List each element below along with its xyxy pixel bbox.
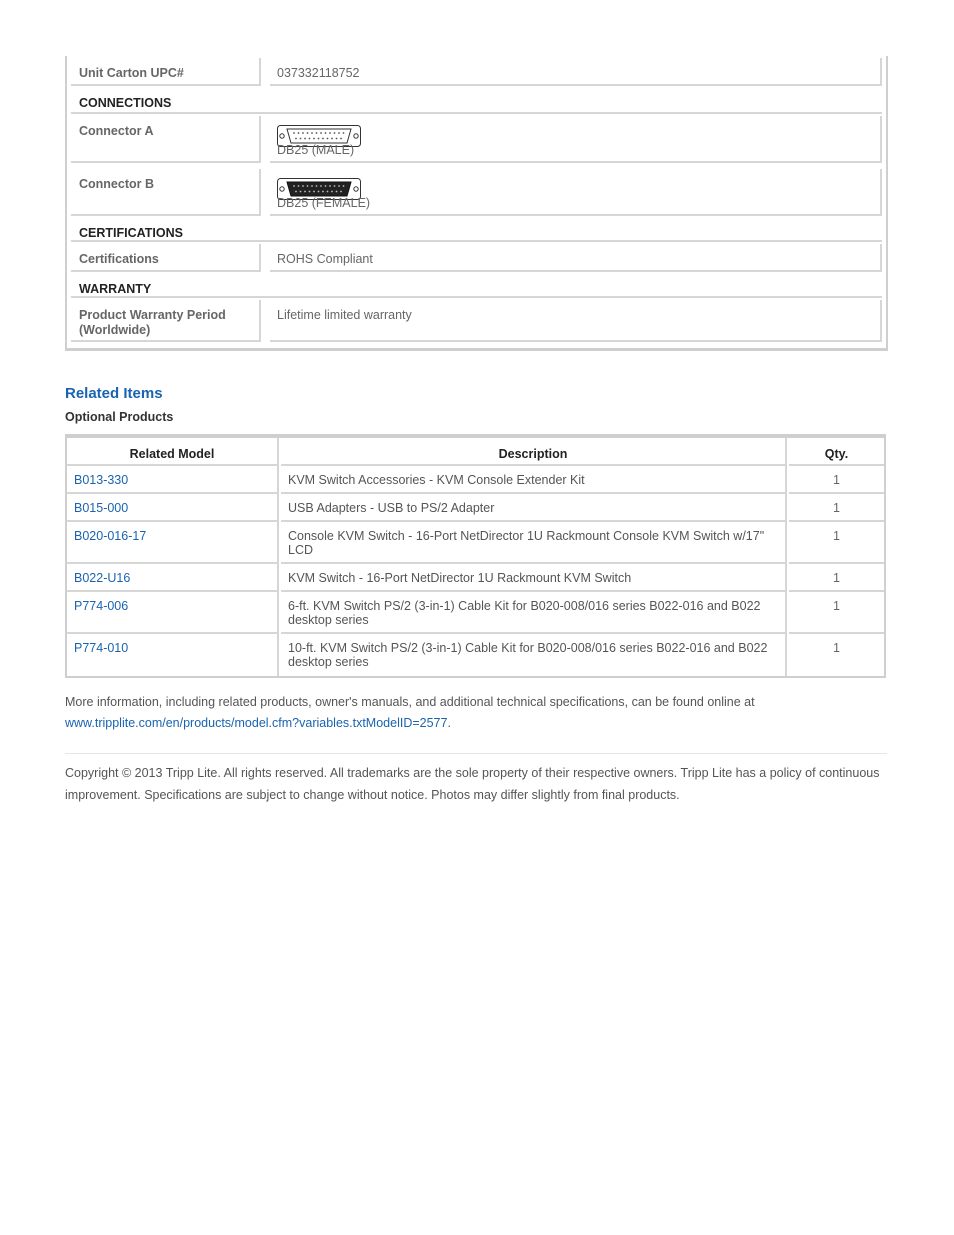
spec-label: Certifications xyxy=(71,244,261,272)
spec-row-warranty xyxy=(71,298,882,344)
spec-value: 037332118752 xyxy=(270,58,882,86)
spec-label: Product Warranty Period (Worldwide) xyxy=(71,300,261,342)
table-row xyxy=(67,634,884,676)
header-description: Description xyxy=(281,438,787,466)
spec-row-connector-b xyxy=(71,167,882,218)
connector-a-type: DB25 (MALE) xyxy=(277,143,355,157)
qty-cell: 1 xyxy=(789,494,884,522)
qty-cell: 1 xyxy=(789,522,884,564)
header-qty: Qty. xyxy=(789,438,884,466)
table-row xyxy=(67,522,884,564)
section-header-warranty xyxy=(71,274,882,298)
model-link[interactable]: P774-010 xyxy=(67,634,279,676)
table-header-row xyxy=(67,438,884,466)
more-information xyxy=(65,692,895,734)
table-row xyxy=(67,494,884,522)
specifications-table xyxy=(65,56,888,351)
spec-value: ROHS Compliant xyxy=(270,244,882,272)
spec-value: Lifetime limited warranty xyxy=(270,300,882,342)
description-cell: 6-ft. KVM Switch PS/2 (3-in-1) Cable Kit for B020-008/016 series B022-016 and B022 desktop series xyxy=(281,592,787,634)
section-title: WARRANTY xyxy=(71,274,882,298)
description-cell: 10-ft. KVM Switch PS/2 (3-in-1) Cable Kit for B020-008/016 series B022-016 and B022 desktop series xyxy=(281,634,787,676)
description-cell: Console KVM Switch - 16-Port NetDirector 1U Rackmount Console KVM Switch w/17" LCD xyxy=(281,522,787,564)
related-products-table xyxy=(65,434,886,678)
qty-cell: 1 xyxy=(833,641,840,655)
product-page-link[interactable]: www.tripplite.com/en/products/model.cfm?variables.txtModelID=2577 xyxy=(65,716,448,730)
qty-cell: 1 xyxy=(789,466,884,494)
spec-value xyxy=(270,116,882,163)
model-link[interactable]: B015-000 xyxy=(67,494,279,522)
spec-row-connector-a xyxy=(71,114,882,165)
spec-row-certifications xyxy=(71,242,882,274)
more-information-text: More information, including related products, owner's manuals, and additional technical specifications, can be found online at xyxy=(65,695,755,709)
section-header-connections xyxy=(71,88,882,114)
table-row xyxy=(67,466,884,494)
connector-b-type: DB25 (FEMALE) xyxy=(277,196,371,210)
section-header-certifications xyxy=(71,218,882,242)
spec-row-upc xyxy=(71,56,882,88)
table-row xyxy=(67,592,884,634)
section-title: CERTIFICATIONS xyxy=(71,218,882,242)
qty-cell: 1 xyxy=(789,564,884,592)
related-items-title: Related Items xyxy=(65,385,163,402)
header-related-model: Related Model xyxy=(67,438,279,466)
description-cell: USB Adapters - USB to PS/2 Adapter xyxy=(281,494,787,522)
optional-products-subtitle: Optional Products xyxy=(65,410,174,424)
description-cell: KVM Switch - 16-Port NetDirector 1U Rackmount KVM Switch xyxy=(281,564,787,592)
link-suffix: . xyxy=(447,716,451,730)
table-row xyxy=(67,564,884,592)
model-link[interactable]: B013-330 xyxy=(67,466,279,494)
spec-label: Connector A xyxy=(71,116,261,163)
section-title: CONNECTIONS xyxy=(71,88,882,114)
copyright-notice: Copyright © 2013 Tripp Lite. All rights reserved. All trademarks are the sole property of their respective owners. Tripp Lite has a policy of continuous improvement. Specifications are subject to change without notice. Photos may differ slightly from final products. xyxy=(65,766,880,802)
qty-cell: 1 xyxy=(789,592,884,634)
model-link[interactable]: P774-006 xyxy=(67,592,279,634)
spec-label: Connector B xyxy=(71,169,261,216)
footer-divider xyxy=(65,753,887,754)
model-link[interactable]: B020-016-17 xyxy=(67,522,279,564)
spec-value xyxy=(270,169,882,216)
spec-label: Unit Carton UPC# xyxy=(71,58,261,86)
model-link[interactable]: B022-U16 xyxy=(67,564,279,592)
description-cell: KVM Switch Accessories - KVM Console Extender Kit xyxy=(281,466,787,494)
